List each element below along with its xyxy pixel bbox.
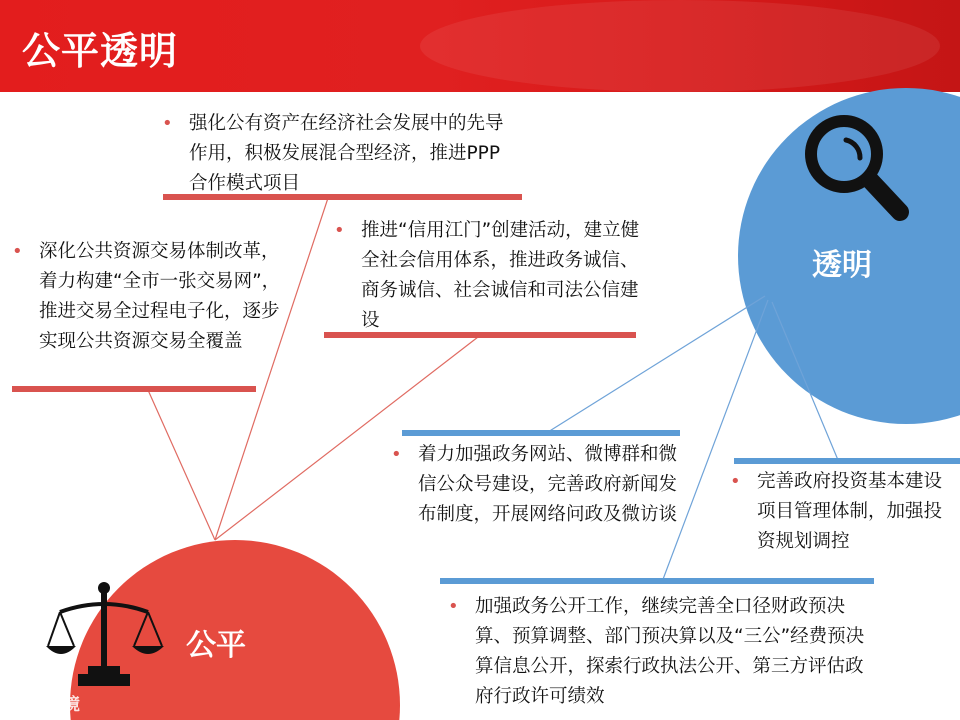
magnifier-icon [796, 108, 916, 228]
fair-hub-label: 公平 [186, 628, 246, 663]
bullet-icon: • [162, 113, 173, 134]
item-top-text: 强化公有资产在经济社会发展中的先导作用，积极发展混合型经济，推进PPP合作模式项目 [189, 113, 504, 194]
item-investment-overline [734, 458, 960, 464]
item-website [391, 440, 681, 530]
bullet-icon: • [334, 220, 345, 241]
item-openness-overline [440, 578, 874, 584]
item-left [12, 237, 286, 357]
item-website-text: 着力加强政务网站、微博群和微信公众号建设，完善政府新闻发布制度，开展网络问政及微访谈 [418, 444, 678, 525]
bullet-icon: • [448, 596, 459, 617]
scale-icon [46, 578, 166, 690]
page-title: 公平透明 [22, 29, 179, 73]
item-openness [448, 592, 880, 712]
bullet-icon: • [730, 471, 741, 492]
transparent-hub-label: 透明 [812, 248, 872, 283]
item-credit [334, 216, 654, 336]
item-top-underline [163, 194, 522, 200]
bullet-icon: • [391, 444, 402, 465]
item-left-text: 深化公共资源交易体制改革，着力构建“全市一张交易网”，推进交易全过程电子化，逐步实现公共资源交易全覆盖 [39, 241, 281, 352]
item-credit-text: 推进“信用江门”创建活动，建立健全社会信用体系，推进政务诚信、商务诚信、社会诚信和司法公信建设 [361, 220, 640, 331]
item-investment [730, 467, 958, 557]
bullet-icon: • [12, 241, 23, 262]
item-investment-text: 完善政府投资基本建设项目管理体制，加强投资规划调控 [757, 471, 943, 552]
item-website-overline [402, 430, 680, 436]
item-credit-underline [324, 332, 636, 338]
item-openness-text: 加强政务公开工作，继续完善全口径财政预决算、预算调整、部门预决算以及“三公”经费预决算信息公开，探索行政执法公开、第三方评估政府行政许可绩效 [475, 596, 865, 707]
item-top [162, 109, 512, 199]
connector-fair-left [148, 390, 215, 540]
item-left-underline [12, 386, 256, 392]
watermark: 大数跨境 [12, 695, 80, 715]
connector-transparent-investment [772, 302, 838, 460]
